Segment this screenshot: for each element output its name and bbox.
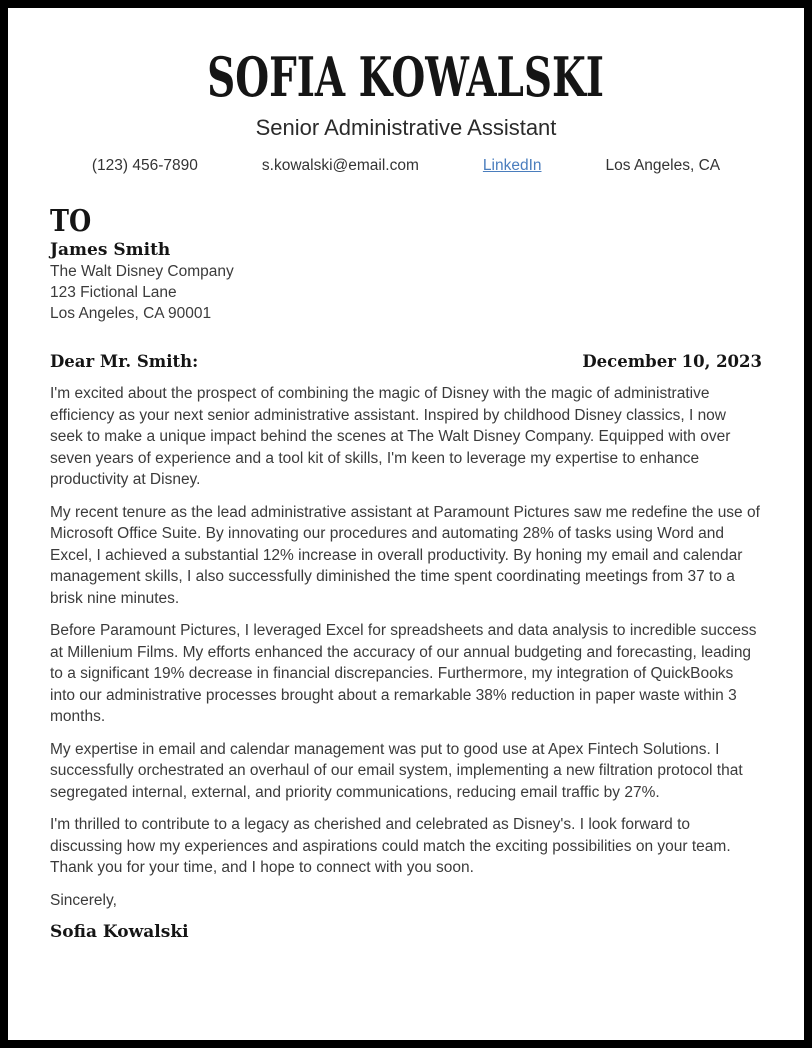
- signature: Sofia Kowalski: [50, 922, 189, 943]
- body-paragraph: I'm thrilled to contribute to a legacy as cherished and celebrated as Disney's. I look forward to discussing how my experiences and aspirations could match the exciting possibilities on your team. Thank you for your time, and I hope to connect with you soon.: [50, 816, 731, 877]
- letter-header: [50, 45, 762, 175]
- contact-bar: [50, 157, 762, 175]
- body-paragraph: My recent tenure as the lead administrative assistant at Paramount Pictures saw me redefine the use of Microsoft Office Suite. By innovating our procedures and automating 28% of tasks using Word and Excel, I achieved a substantial 12% increase in overall productivity. By honing my email and calendar management skills, I also successfully diminished the time spent coordinating meetings from 37 to a brisk nine minutes.: [50, 503, 760, 607]
- recipient-name: James Smith: [50, 240, 171, 261]
- candidate-name: [50, 45, 762, 109]
- letter-body: [50, 383, 762, 942]
- body-paragraph: My expertise in email and calendar management was put to good use at Apex Fintech Solutions. I successfully orchestrated an overhaul of our email system, implementing a new filtration protocol that segregated internal, external, and priority communications, reducing email traffic by 27%.: [50, 740, 743, 801]
- recipient-city: Los Angeles, CA 90001: [50, 305, 212, 323]
- body-paragraph: I'm excited about the prospect of combining the magic of Disney with the magic of administrative efficiency as your next senior administrative assistant. Inspired by childhood Disney classics, I now seek to make a unique impact behind the scenes at The Walt Disney Company. Equipped with over seven years of experience and a tool kit of skills, I'm keen to leverage my expertise to enhance productivity at Disney.: [50, 385, 731, 489]
- recipient-street: 123 Fictional Lane: [50, 284, 177, 302]
- linkedin-link[interactable]: LinkedIn: [482, 156, 542, 174]
- valediction: Sincerely,: [50, 891, 117, 909]
- phone-text: (123) 456-7890: [91, 156, 198, 174]
- recipient-block: [50, 203, 762, 325]
- email-text: s.kowalski@email.com: [261, 156, 419, 174]
- letter-date: December 10, 2023: [582, 352, 762, 372]
- candidate-name-text: SOFIA KOWALSKI: [207, 45, 605, 109]
- recipient-company: The Walt Disney Company: [50, 263, 234, 281]
- recipient-heading-wrap: [50, 203, 762, 239]
- recipient-heading: TO: [50, 203, 92, 239]
- salutation: Dear Mr. Smith:: [50, 352, 199, 372]
- body-paragraph: Before Paramount Pictures, I leveraged Excel for spreadsheets and data analysis to incredible success at Millenium Films. My efforts enhanced the accuracy of our annual budgeting and forecasting, leading to a significant 19% decrease in financial discrepancies. Furthermore, my integration of QuickBooks into our administrative processes brought about a remarkable 38% reduction in paper waste within 3 months.: [50, 622, 757, 726]
- candidate-job-title: Senior Administrative Assistant: [255, 115, 557, 141]
- location-text: Los Angeles, CA: [605, 156, 721, 174]
- salutation-row: [50, 352, 762, 371]
